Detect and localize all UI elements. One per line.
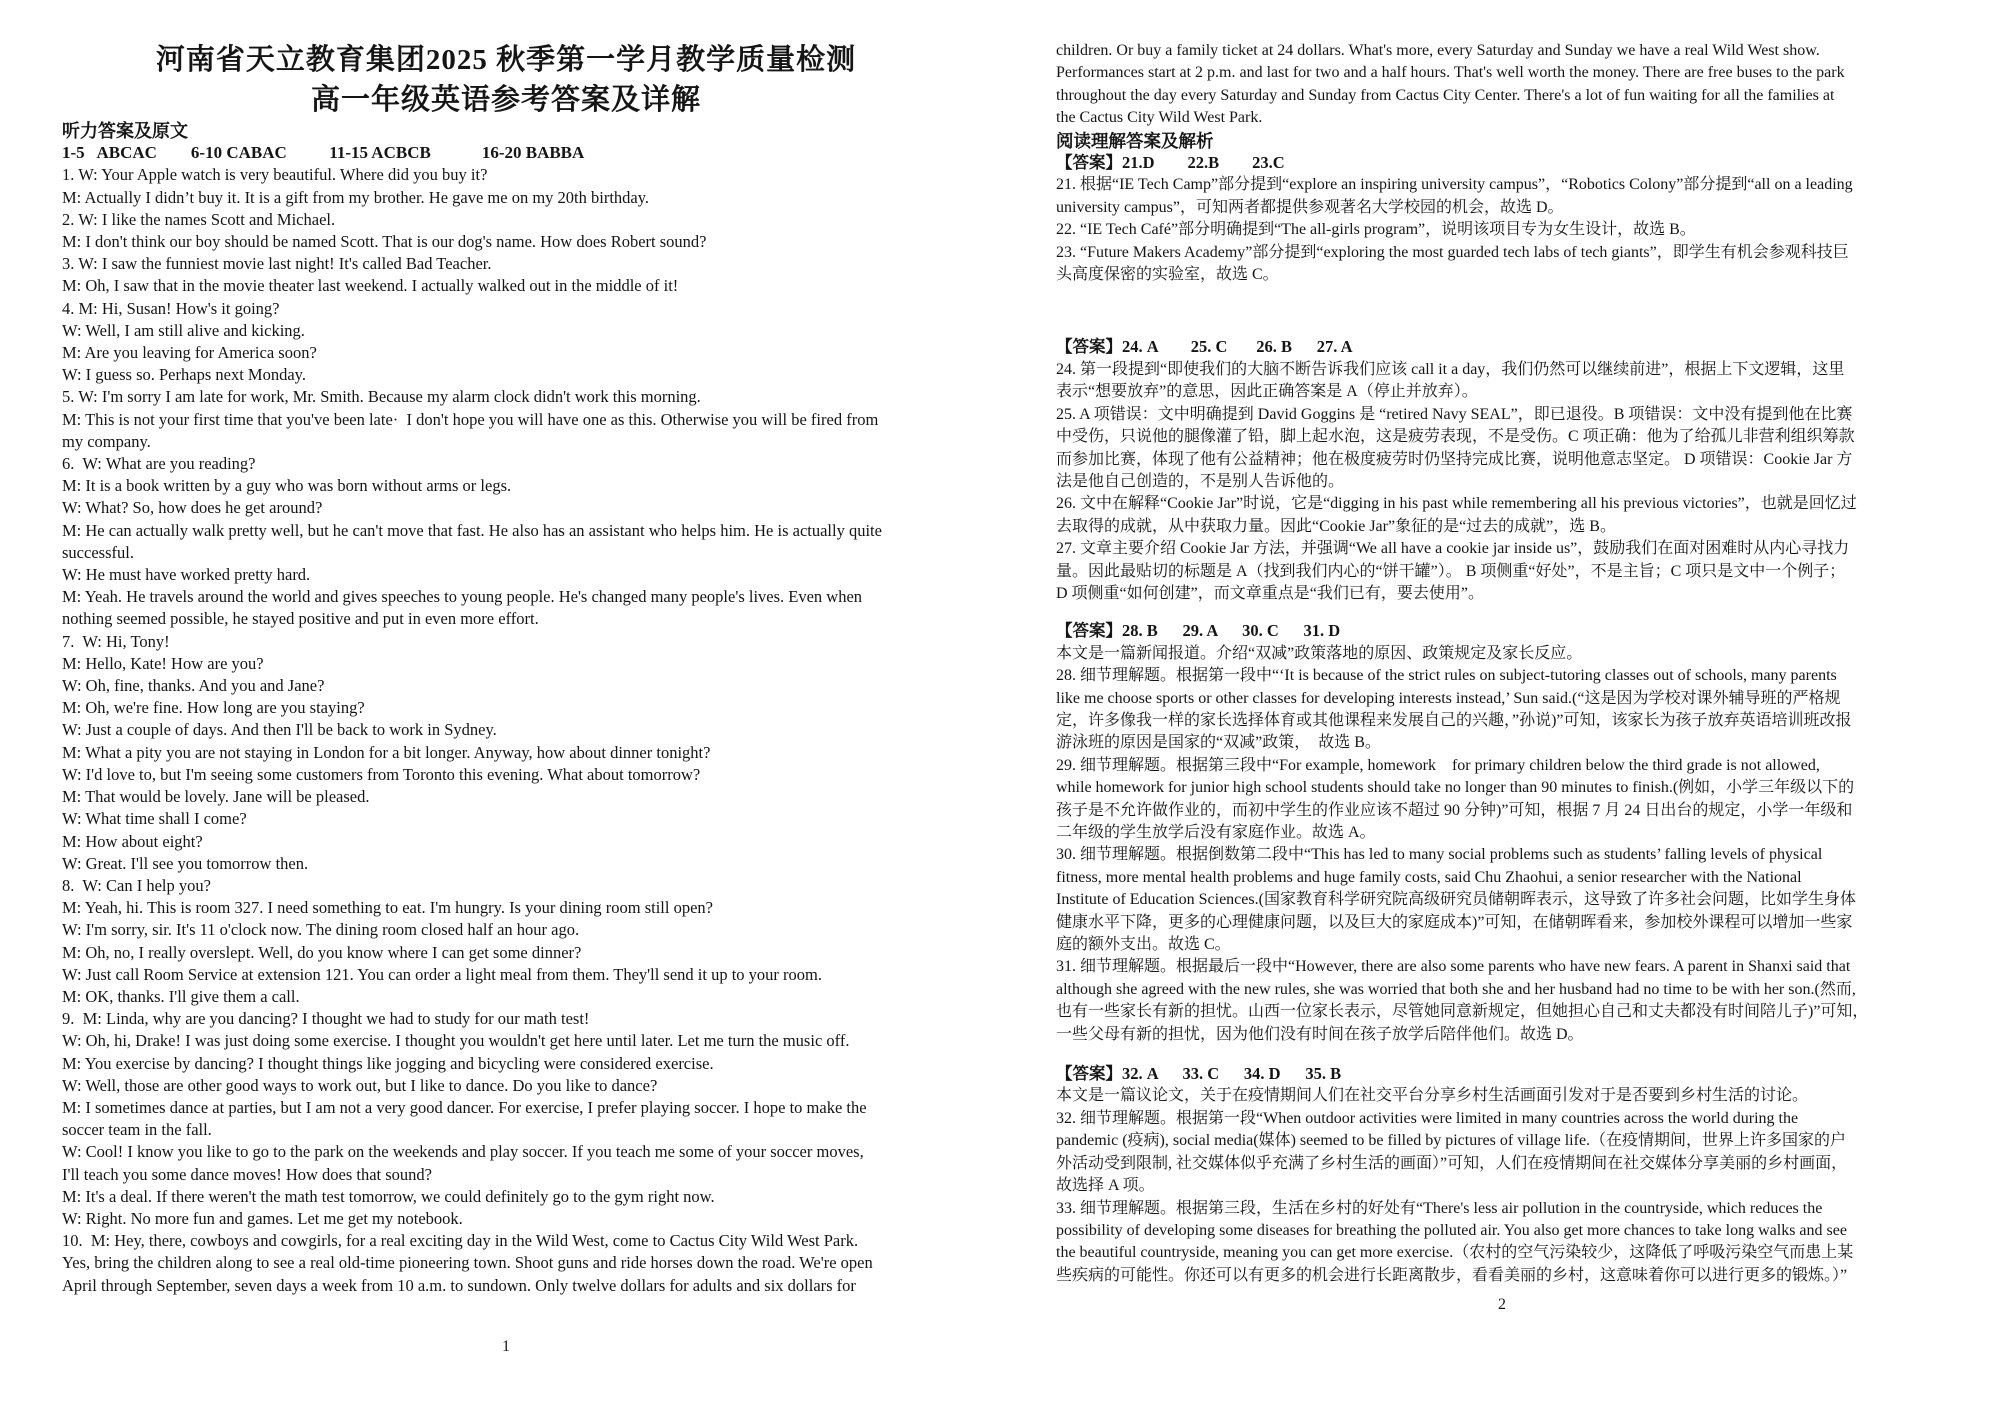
- text-line: M: How about eight?: [62, 831, 203, 851]
- text-line: W: I'm sorry, sir. It's 11 o'clock now. The dining room closed half an hour ago.: [62, 920, 580, 940]
- text-line: Performances start at 2 p.m. and last for two and a half hours. That's well worth the money. There are free buses to the park: [1056, 64, 1845, 82]
- text-line: 4. M: Hi, Susan! How's it going?: [62, 298, 280, 318]
- text-line: Institute of Education Sciences.(国家教育科学研究院高级研究员储朝晖表示，这导致了许多社会问题，比如学生身体: [1056, 891, 1856, 909]
- text-line: throughout the day every Saturday and Sunday from Cactus City Center. There's a lot of fun waiting for all the families at: [1056, 86, 1835, 104]
- text-line: M: That would be lovely. Jane will be pleased.: [62, 787, 370, 807]
- answer-key-line: 1-5 ABCAC 6-10 CABAC 11-15 ACBCB 16-20 BABBA: [62, 143, 585, 163]
- text-line: M: It's a deal. If there weren't the math test tomorrow, we could definitely go to the gym right now.: [62, 1186, 715, 1206]
- text-line: 量。因此最贴切的标题是 A（找到我们内心的“饼干罐”）。 B 项侧重“好处”，不是主旨；C 项只是文中一个例子；: [1056, 562, 1846, 580]
- text-line: W: Oh, fine, thanks. And you and Jane?: [62, 676, 325, 696]
- text-line: my company.: [62, 431, 151, 451]
- text-line: 孩子是不允许做作业的，而初中学生的作业应该不超过 90 分钟)”可知，根据 7 月 24 日出台的规定，小学一年级和: [1056, 801, 1853, 819]
- text-line: M: This is not your first time that you've been late· I don't hope you will have one as this. Otherwise you will be fired from: [62, 409, 879, 429]
- text-line: 而参加比赛，体现了他有公益精神；他在极度疲劳时仍坚持完成比赛，说明他意志坚定。 D 项错误：Cookie Jar 方: [1056, 450, 1853, 468]
- spacer: [1056, 286, 1948, 336]
- text-line: 外活动受到限制, 社交媒体似乎充满了乡村生活的画面）”可知，人们在疫情期间在社交媒体分享美丽的乡村画面，: [1056, 1154, 1848, 1172]
- text-line: M: Oh, we're fine. How long are you staying?: [62, 698, 365, 718]
- text-line: soccer team in the fall.: [62, 1120, 212, 1140]
- text-line: W: I guess so. Perhaps next Monday.: [62, 365, 306, 385]
- text-line: 25. A 项错误：文中明确提到 David Goggins 是 “retired Navy SEAL”，即已退役。B 项错误：文中没有提到他在比赛: [1056, 405, 1853, 423]
- text-line: while homework for junior high school students should take no longer than 90 minutes to finish.(例如，小学三年级以下的: [1056, 779, 1855, 797]
- text-line: W: Well, I am still alive and kicking.: [62, 320, 305, 340]
- page-1-number: 1: [502, 1338, 510, 1355]
- text-line: 32. 细节理解题。根据第一段“When outdoor activities were limited in many countries across the world during the: [1056, 1109, 1799, 1127]
- page-1-content: [62, 0, 950, 1297]
- text-line: 27. 文章主要介绍 Cookie Jar 方法，并强调“We all have a cookie jar inside us”，鼓励我们在面对困难时从内心寻找力: [1056, 540, 1850, 558]
- text-line: 游泳班的原因是国家的“双减”政策， 故选 B。: [1056, 734, 1381, 752]
- answer-key-line: 【答案】32. A 33. C 34. D 35. B: [1056, 1064, 1342, 1084]
- text-line: 26. 文中在解释“Cookie Jar”时说，它是“digging in his past while remembering all his previous victories”，也就是回忆过: [1056, 495, 1857, 513]
- section-heading: 听力答案及原文: [62, 121, 188, 141]
- text-line: the beautiful countryside, meaning you can get more exercise.（农村的空气污染较少，这降低了呼吸污染空气而患上某: [1056, 1244, 1854, 1262]
- text-line: W: Oh, hi, Drake! I was just doing some exercise. I thought you wouldn't get here until later. Let me turn the music off.: [62, 1031, 850, 1051]
- text-line: like me choose sports or other classes for developing interests instead,’ Sun said.(“这是因为学校对课外辅导班的严格规: [1056, 689, 1841, 707]
- text-line: 一些父母有新的担忧，因为他们没有时间在孩子放学后陪伴他们。故选 D。: [1056, 1025, 1584, 1043]
- page-2-content: [1056, 0, 1948, 1287]
- text-line: M: You exercise by dancing? I thought things like jogging and bicycling were considered exercise.: [62, 1053, 714, 1073]
- text-line: 中受伤，只说他的腿像灌了铅，脚上起水泡，这是疲劳表现，不是受伤。C 项正确：他为了给孤儿非营利组织筹款: [1056, 428, 1855, 446]
- text-line: 些疾病的可能性。你还可以有更多的机会进行长距离散步，看看美丽的乡村，这意味着你可以进行更多的锻炼。）”: [1056, 1266, 1848, 1284]
- text-line: M: Oh, I saw that in the movie theater last weekend. I actually walked out in the middle of it!: [62, 276, 679, 296]
- text-line: W: What? So, how does he get around?: [62, 498, 323, 518]
- text-line: 31. 细节理解题。根据最后一段中“However, there are also some parents who have new fears. A parent in Shanxi said that: [1056, 958, 1851, 976]
- text-line: M: Are you leaving for America soon?: [62, 343, 317, 363]
- text-line: 表示“想要放弃”的意思，因此正确答案是 A（停止并放弃）。: [1056, 383, 1478, 401]
- text-line: fitness, more mental health problems and huge family costs, said Chu Zhaohui, a senior researcher with the National: [1056, 868, 1802, 886]
- text-line: W: Cool! I know you like to go to the park on the weekends and play soccer. If you teach me some of your soccer moves,: [62, 1142, 864, 1162]
- spacer: [1056, 605, 1948, 620]
- page-1: [62, 0, 950, 1414]
- text-line: pandemic (疫病), social media(媒体) seemed to be filled by pictures of village life.（在疫情期间，世界上许多国家的户: [1056, 1132, 1847, 1150]
- page-2-number: 2: [1498, 1296, 1506, 1313]
- text-line: 7. W: Hi, Tony!: [62, 631, 170, 651]
- text-line: April through September, seven days a week from 10 a.m. to sundown. Only twelve dollars for adults and six dollars for: [62, 1275, 856, 1295]
- text-line: 故选择 A 项。: [1056, 1177, 1155, 1195]
- text-line: 本文是一篇新闻报道。介绍“双减”政策落地的原因、政策规定及家长反应。: [1056, 644, 1583, 662]
- text-line: M: Actually I didn’t buy it. It is a gift from my brother. He gave me on my 20th birthday.: [62, 187, 650, 207]
- text-line: M: Yeah, hi. This is room 327. I need something to eat. I'm hungry. Is your dining room still open?: [62, 898, 714, 918]
- answer-key-line: 【答案】21.D 22.B 23.C: [1056, 153, 1285, 173]
- answer-key-line: 【答案】28. B 29. A 30. C 31. D: [1056, 621, 1341, 641]
- text-line: 也有一些家长有新的担忧。山西一位家长表示，尽管她同意新规定，但她担心自己和丈夫都没有时间陪儿子)”可知，: [1056, 1003, 1869, 1021]
- text-line: W: I'd love to, but I'm seeing some customers from Toronto this evening. What about tomorrow?: [62, 764, 701, 784]
- text-line: M: I don't think our boy should be named Scott. That is our dog's name. How does Robert sound?: [62, 232, 707, 252]
- text-line: 本文是一篇议论文，关于在疫情期间人们在社交平台分享乡村生活画面引发对于是否要到乡村生活的讨论。: [1056, 1087, 1809, 1105]
- text-line: 30. 细节理解题。根据倒数第二段中“This has led to many social problems such as students’ falling levels of physical: [1056, 846, 1823, 864]
- text-line: 法是他自己创造的，不是别人告诉他的。: [1056, 472, 1345, 490]
- text-line: 21. 根据“IE Tech Camp”部分提到“explore an inspiring university campus”，“Robotics Colony”部分提到“all on a leading: [1056, 176, 1853, 194]
- text-line: nothing seemed possible, he stayed positive and put in even more effort.: [62, 609, 539, 629]
- text-line: 头高度保密的实验室，故选 C。: [1056, 266, 1279, 284]
- text-line: successful.: [62, 542, 134, 562]
- text-line: M: I sometimes dance at parties, but I am not a very good dancer. For exercise, I prefer playing soccer. I hope to make the: [62, 1097, 867, 1117]
- text-line: W: Just call Room Service at extension 121. You can order a light meal from them. They'll send it up to your room.: [62, 964, 823, 984]
- text-line: 3. W: I saw the funniest movie last night! It's called Bad Teacher.: [62, 254, 492, 274]
- text-line: M: It is a book written by a guy who was born without arms or legs.: [62, 476, 512, 496]
- text-line: W: Well, those are other good ways to work out, but I like to dance. Do you like to dance?: [62, 1075, 658, 1095]
- text-line: 23. “Future Makers Academy”部分提到“exploring the most guarded tech labs of tech giants”，即学生有机会参观科技巨: [1056, 243, 1849, 261]
- text-line: 22. “IE Tech Café”部分明确提到“The all-girls program”，说明该项目专为女生设计，故选 B。: [1056, 221, 1696, 239]
- text-line: 定，许多像我一样的家长选择体育或其他课程来发展自己的兴趣，”孙说)”可知，该家长为孩子放弃英语培训班改报: [1056, 711, 1852, 729]
- text-line: I'll teach you some dance moves! How does that sound?: [62, 1164, 433, 1184]
- text-line: Yes, bring the children along to see a real old-time pioneering town. Shoot guns and ride horses down the road. We're open: [62, 1253, 873, 1273]
- text-line: 29. 细节理解题。根据第三段中“For example, homework for primary children below the third grade is not allowed,: [1056, 756, 1820, 774]
- text-line: M: What a pity you are not staying in London for a bit longer. Anyway, how about dinner tonight?: [62, 742, 711, 762]
- text-line: 9. M: Linda, why are you dancing? I thought we had to study for our math test!: [62, 1009, 590, 1029]
- text-line: the Cactus City Wild West Park.: [1056, 109, 1263, 127]
- answer-key-line: 【答案】24. A 25. C 26. B 27. A: [1056, 337, 1353, 357]
- text-line: 24. 第一段提到“即使我们的大脑不断告诉我们应该 call it a day，我们仍然可以继续前进”，根据上下文逻辑，这里: [1056, 360, 1845, 378]
- text-line: children. Or buy a family ticket at 24 dollars. What's more, every Saturday and Sunday we have a real Wild West show.: [1056, 42, 1820, 59]
- text-line: W: He must have worked pretty hard.: [62, 565, 311, 585]
- text-line: 10. M: Hey, there, cowboys and cowgirls, for a real exciting day in the Wild West, come to Cactus City Wild West Park.: [62, 1231, 859, 1251]
- page-2: [1056, 0, 1948, 1414]
- text-line: 28. 细节理解题。根据第一段中“‘It is because of the strict rules on subject-tutoring classes out of schools, many parents: [1056, 667, 1837, 685]
- spacer: [1056, 1046, 1948, 1063]
- text-line: possibility of developing some diseases for breathing the polluted air. You also get more chances to take long walks and see: [1056, 1221, 1847, 1239]
- text-line: university campus”，可知两者都提供参观著名大学校园的机会，故选 D。: [1056, 198, 1564, 216]
- text-line: M: Yeah. He travels around the world and gives speeches to young people. He's changed many people's lives. Even when: [62, 587, 863, 607]
- document-title-line: 河南省天立教育集团2025 秋季第一学月教学质量检测: [155, 44, 857, 76]
- text-line: W: Right. No more fun and games. Let me get my notebook.: [62, 1208, 463, 1228]
- text-line: M: He can actually walk pretty well, but he can't move that fast. He also has an assistant who helps him. He is actually quite: [62, 520, 882, 540]
- text-line: M: OK, thanks. I'll give them a call.: [62, 986, 300, 1006]
- text-line: 2. W: I like the names Scott and Michael.: [62, 209, 336, 229]
- document-title-line: 高一年级英语参考答案及详解: [310, 84, 701, 116]
- text-line: W: What time shall I come?: [62, 809, 247, 829]
- text-line: 8. W: Can I help you?: [62, 875, 211, 895]
- text-line: W: Just a couple of days. And then I'll be back to work in Sydney.: [62, 720, 497, 740]
- text-line: 庭的额外支出。故选 C。: [1056, 936, 1231, 954]
- text-line: 健康水平下降，更多的心理健康问题，以及巨大的家庭成本)”可知，在储朝晖看来，参加校外课程可以增加一些家: [1056, 913, 1853, 931]
- text-line: although she agreed with the new rules, she was worried that both she and her husband had no time to be with her son.(然而,: [1056, 980, 1856, 998]
- text-line: D 项侧重“如何创建”，而文章重点是“我们已有，要去使用”。: [1056, 584, 1484, 602]
- section-heading: 阅读理解答案及解析: [1056, 130, 1214, 151]
- text-line: W: Great. I'll see you tomorrow then.: [62, 853, 309, 873]
- text-line: 5. W: I'm sorry I am late for work, Mr. Smith. Because my alarm clock didn't work this morning.: [62, 387, 701, 407]
- text-line: 6. W: What are you reading?: [62, 454, 256, 474]
- text-line: M: Hello, Kate! How are you?: [62, 653, 264, 673]
- text-line: 去取得的成就，从中获取力量。因此“Cookie Jar”象征的是“过去的成就”，选 B。: [1056, 517, 1616, 535]
- text-line: M: Oh, no, I really overslept. Well, do you know where I can get some dinner?: [62, 942, 582, 962]
- text-line: 1. W: Your Apple watch is very beautiful. Where did you buy it?: [62, 165, 488, 185]
- text-line: 二年级的学生放学后没有家庭作业。故选 A。: [1056, 824, 1376, 841]
- text-line: 33. 细节理解题。根据第三段，生活在乡村的好处有“There's less air pollution in the countryside, which reduces the: [1056, 1199, 1823, 1217]
